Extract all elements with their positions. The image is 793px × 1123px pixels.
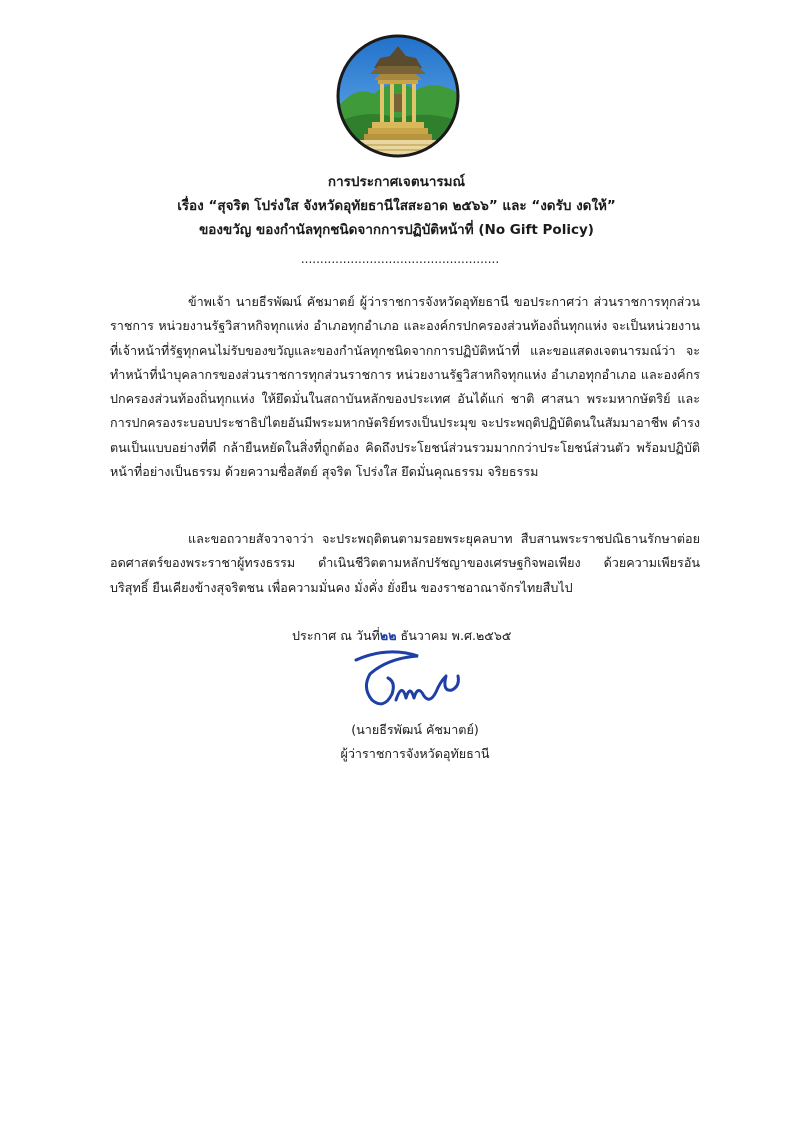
issue-day: ๒๒ (379, 628, 397, 643)
heading-line-3: ของขวัญ ของกำนัลทุกชนิดจากการปฏิบัติหน้าที่ (No Gift Policy) (199, 222, 594, 238)
signature-icon (348, 648, 478, 720)
dotted-separator: .................................................... (300, 252, 500, 266)
paragraph-text: และขอถวายสัจวาจาว่า จะประพฤติตนตามรอยพระยุคลบาท สืบสานพระราชปณิธานรักษาต่อยอดศาสตร์ของพระราชาผู้ทรงธรรม ดำเนินชีวิตตามหลักปรัชญาของเศรษฐกิจพอเพียง ด้วยความเพียรอันบริสุทธิ์ ยืนเคียงข้างสุจริตชน เพื่อความมั่นคง มั่งคั่ง ยั่งยืน ของราชอาณาจักรไทยสืบไป (110, 531, 700, 595)
announcement-heading (60, 170, 733, 242)
heading-line-2: เรื่อง “สุจริต โปร่งใส จังหวัดอุทัยธานีใสสะอาด ๒๕๖๖” และ “งดรับ งดให้” (177, 198, 616, 214)
signer-position: ผู้ว่าราชการจังหวัดอุทัยธานี (340, 746, 490, 761)
heading-line-1: การประกาศเจตนารมณ์ (327, 174, 466, 190)
body-paragraph-2 (110, 527, 700, 600)
body-paragraph-1 (110, 290, 700, 484)
signer-block (300, 718, 530, 766)
provincial-seal-icon (334, 32, 462, 160)
signer-name: (นายธีรพัฒน์ คัชมาตย์) (351, 722, 479, 737)
issue-date-prefix: ประกาศ ณ วันที่ (292, 628, 380, 643)
paragraph-text: ข้าพเจ้า นายธีรพัฒน์ คัชมาตย์ ผู้ว่าราชการจังหวัดอุทัยธานี ขอประกาศว่า ส่วนราชการทุกส่วนราชการ หน่วยงานรัฐวิสาหกิจทุกแห่ง อำเภอทุกอำเภอ และองค์กรปกครองส่วนท้องถิ่นทุกแห่ง จะเป็นหน่วยงานที่เจ้าหน้าที่รัฐทุกคนไม่รับของขวัญและของกำนัลทุกชนิดจากการปฏิบัติหน้าที่ และขอแสดงเจตนารมณ์ว่า จะทำหน้าที่นำบุคลากรของส่วนราชการทุกส่วนราชการ หน่วยงานรัฐวิสาหกิจทุกแห่ง อำเภอทุกอำเภอ และองค์กรปกครองส่วนท้องถิ่นทุกแห่ง ให้ยึดมั่นในสถาบันหลักของประเทศ อันได้แก่ ชาติ ศาสนา พระมหากษัตริย์ และการปกครองระบอบประชาธิปไตยอันมีพระมหากษัตริย์ทรงเป็นประมุข จะประพฤติปฏิบัติตนในสัมมาอาชีพ ดำรงตนเป็นแบบอย่างที่ดี กล้ายืนหยัดในสิ่งที่ถูกต้อง คิดถึงประโยชน์ส่วนรวมมากกว่าประโยชน์ส่วนตัว พร้อมปฏิบัติหน้าที่อย่างเป็นธรรม ด้วยความซื่อสัตย์ สุจริต โปร่งใส ยึดมั่นคุณธรรม จริยธรรม (110, 294, 700, 480)
issue-date-line (292, 624, 612, 648)
issue-month-year: ธันวาคม พ.ศ.๒๕๖๕ (400, 628, 512, 643)
